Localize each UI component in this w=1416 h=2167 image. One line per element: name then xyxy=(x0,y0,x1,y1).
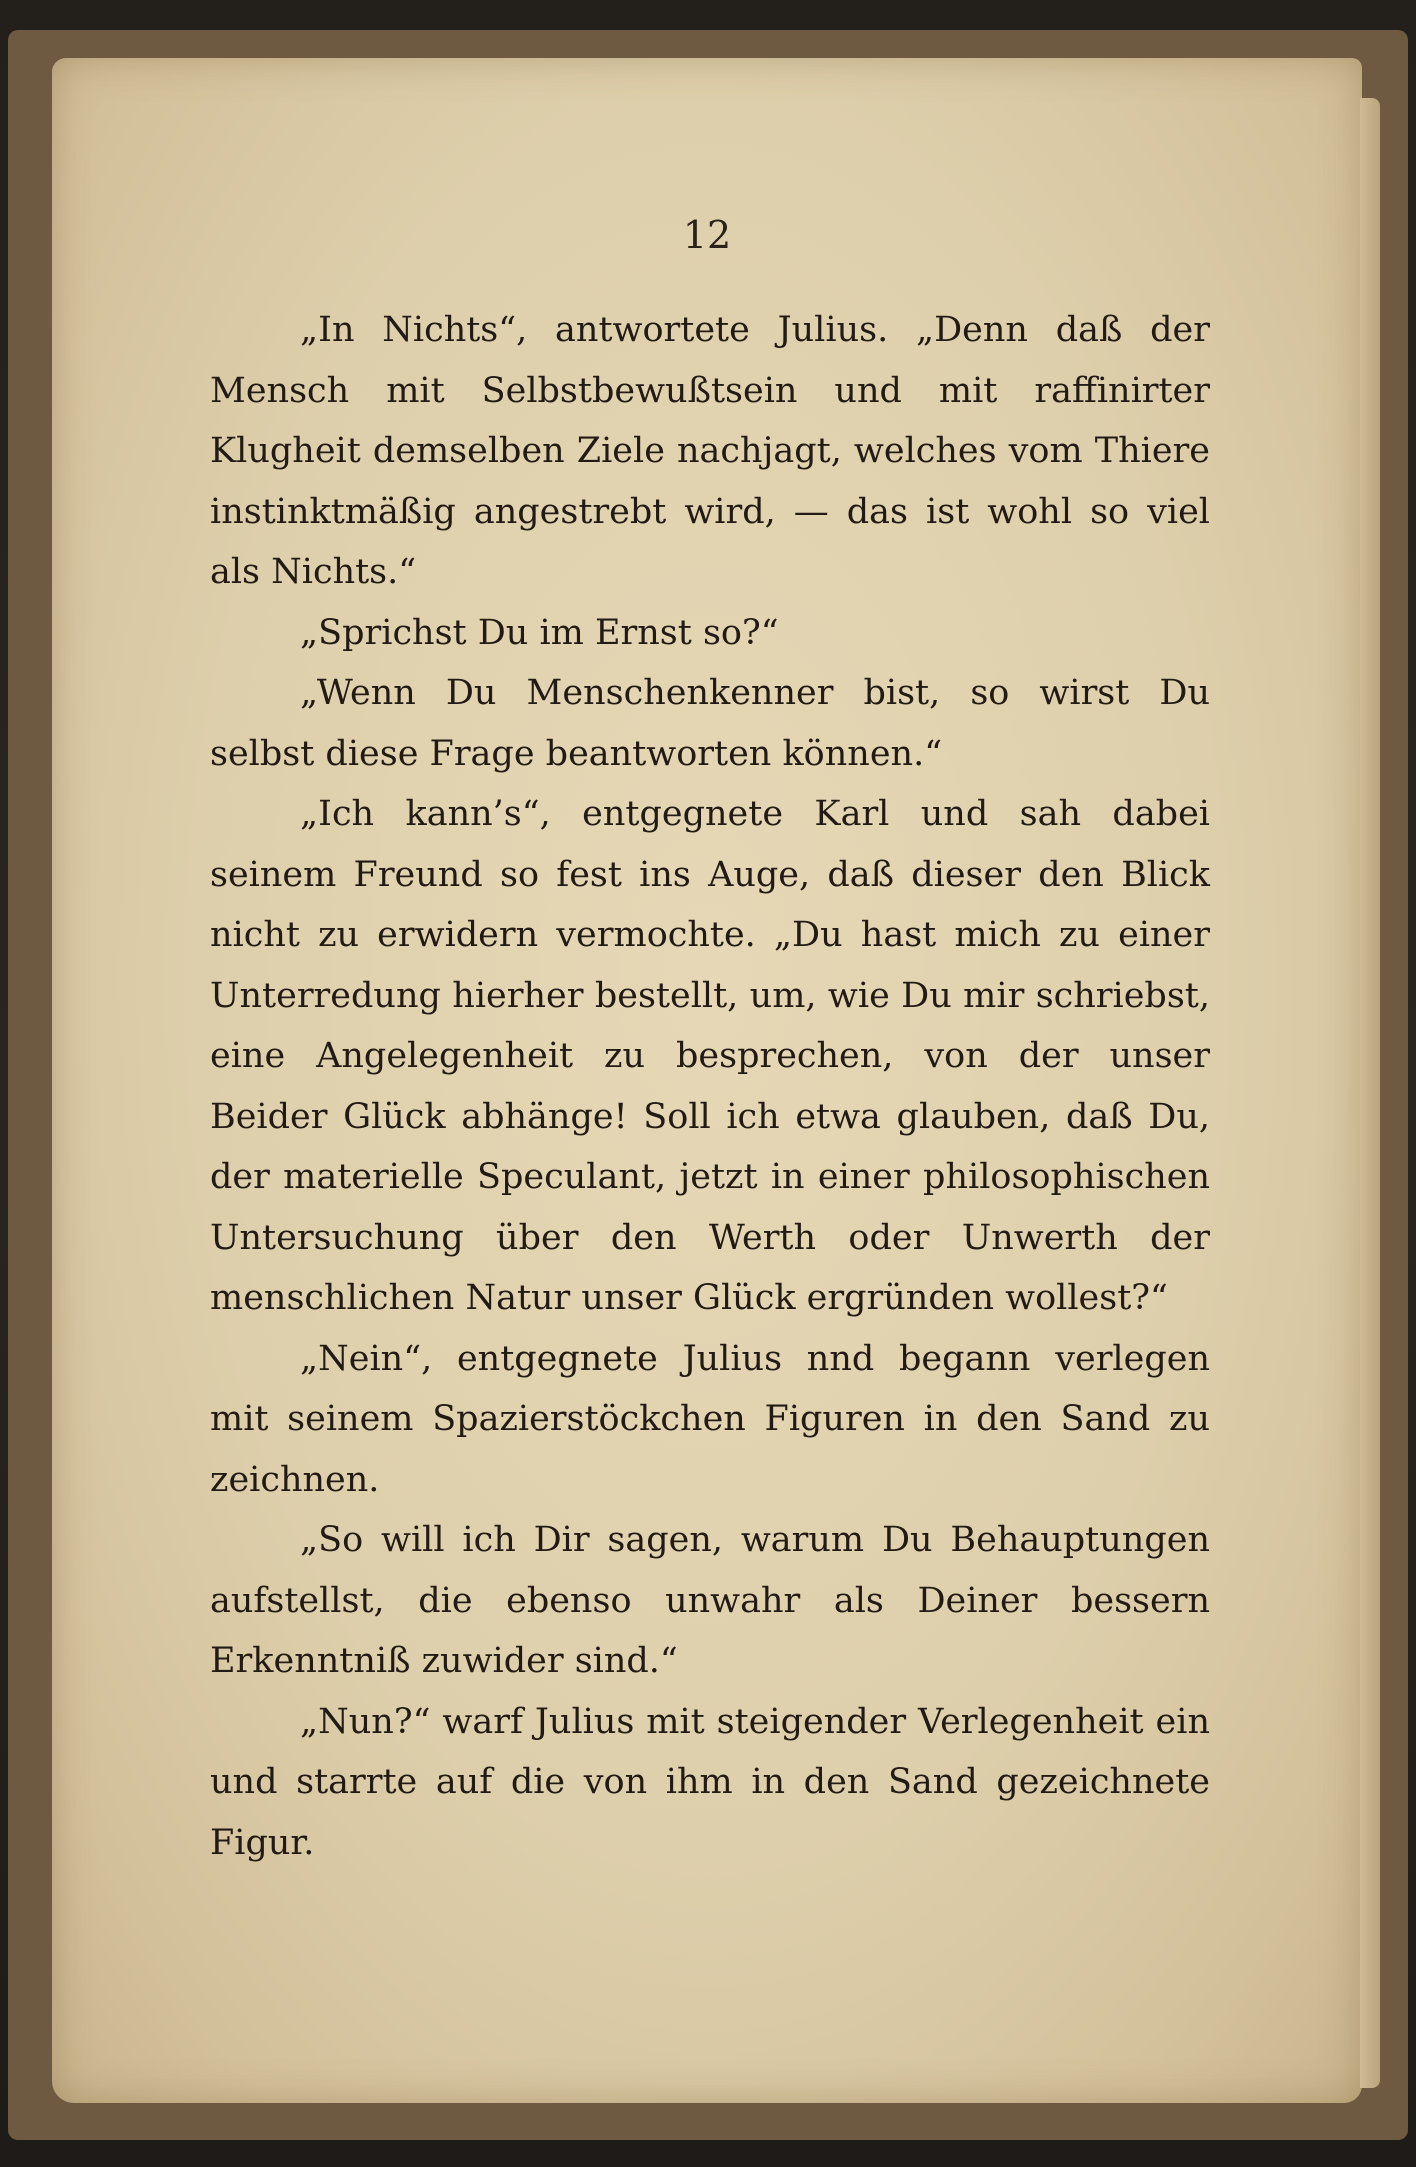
body-text xyxy=(210,300,1210,1873)
page-stack-edge xyxy=(1360,98,1380,2088)
page-number: 12 xyxy=(682,213,732,257)
paragraph: „Wenn Du Menschenkenner bist, so wirst Du selbst diese Frage beantworten können.“ xyxy=(210,673,1210,774)
paragraph: „Sprichst Du im Ernst so?“ xyxy=(300,612,779,653)
paragraph: „Nein“, entgegnete Julius nnd begann verlegen mit seinem Spazierstöckchen Figuren in den Sand zu zeichnen. xyxy=(210,1338,1210,1500)
paragraph: „So will ich Dir sagen, warum Du Behauptungen aufstellst, die ebenso unwahr als Deiner bessern Erkenntniß zuwider sind.“ xyxy=(210,1520,1210,1681)
paragraph: „In Nichts“, antwortete Julius. „Denn daß der Mensch mit Selbstbewußtsein und mit raffinirter Klugheit demselben Ziele nachjagt, welches vom Thiere instinktmäßig angestrebt wird, — das ist wohl so viel als Nichts.“ xyxy=(210,310,1210,592)
paragraph: „Nun?“ warf Julius mit steigender Verlegenheit ein und starrte auf die von ihm in den Sand gezeichnete Figur. xyxy=(210,1701,1210,1863)
paragraph: „Ich kann’s“, entgegnete Karl und sah dabei seinem Freund so fest ins Auge, daß dieser den Blick nicht zu erwidern vermochte. „Du hast mich zu einer Unterredung hierher bestellt, um, wie Du mir schriebst, eine Angelegenheit zu besprechen, von der unser Beider Glück abhänge! Soll ich etwa glauben, daß Du, der materielle Speculant, jetzt in einer philosophischen Untersuchung über den Werth oder Unwerth der menschlichen Natur unser Glück ergründen wollest?“ xyxy=(210,794,1210,1318)
